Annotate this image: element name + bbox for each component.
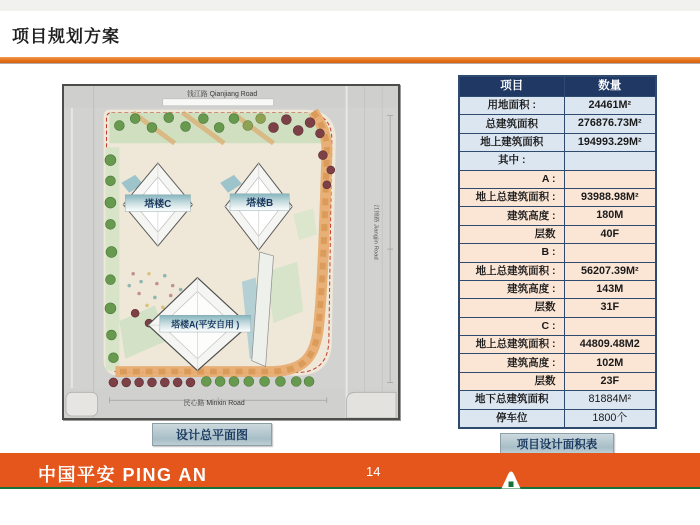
table-row: 层数 40F — [459, 225, 656, 243]
table-caption: 项目设计面积表 — [500, 433, 614, 454]
table-row: 用地面积 : 24461M² — [459, 97, 656, 115]
tower-b-label: 塔楼B — [246, 198, 274, 210]
plan-caption: 设计总平面图 — [152, 423, 272, 446]
road-right-label: 江锦路 Jiangjin Road — [372, 204, 379, 260]
table-row: 层数 31F — [459, 299, 656, 317]
top-margin-strip — [0, 0, 700, 11]
site-plan-image — [62, 84, 400, 420]
table-row: 建筑高度 : 180M — [459, 207, 656, 225]
table-row: A : — [459, 170, 656, 188]
table-row: 总建筑面积 276876.73M² — [459, 115, 656, 133]
col-header-item: 项目 — [459, 76, 564, 97]
tower-c-label: 塔楼C — [144, 199, 172, 211]
table-row: 地上总建筑面积 : 56207.39M² — [459, 262, 656, 280]
road-top-label: 钱江路 Qianjiang Road — [186, 90, 258, 98]
road-bottom-label: 民心路 Minxin Road — [183, 400, 245, 408]
slide-title: 项目规划方案 — [12, 27, 120, 46]
table-row: 地上建筑面积 194993.29M² — [459, 133, 656, 151]
table-row: B : — [459, 244, 656, 262]
table-row: 层数 23F — [459, 372, 656, 390]
col-header-qty: 数量 — [564, 76, 656, 97]
table-row: 建筑高度 : 143M — [459, 280, 656, 298]
tower-a-label: 塔楼A(平安自用 ) — [171, 319, 240, 330]
page-number: 14 — [366, 464, 381, 479]
table-header-row — [459, 76, 656, 97]
footer-green-line — [0, 487, 700, 489]
table-row: 停车位 1800个 — [459, 409, 656, 428]
table-row: 地上总建筑面积 : 44809.48M2 — [459, 336, 656, 354]
table-row: 建筑高度 : 102M — [459, 354, 656, 372]
table-row: 其中 : — [459, 152, 656, 170]
title-underline — [0, 57, 700, 64]
table-row: 地上总建筑面积 : 93988.98M² — [459, 188, 656, 206]
pingan-brand-logo: 中国平安 PING AN — [38, 465, 208, 485]
project-area-table — [458, 75, 657, 429]
pingan-triangle-logo-icon — [497, 471, 525, 489]
site-plan-svg — [64, 86, 398, 418]
table-row: C : — [459, 317, 656, 335]
table-row: 地下总建筑面积 81884M² — [459, 391, 656, 409]
